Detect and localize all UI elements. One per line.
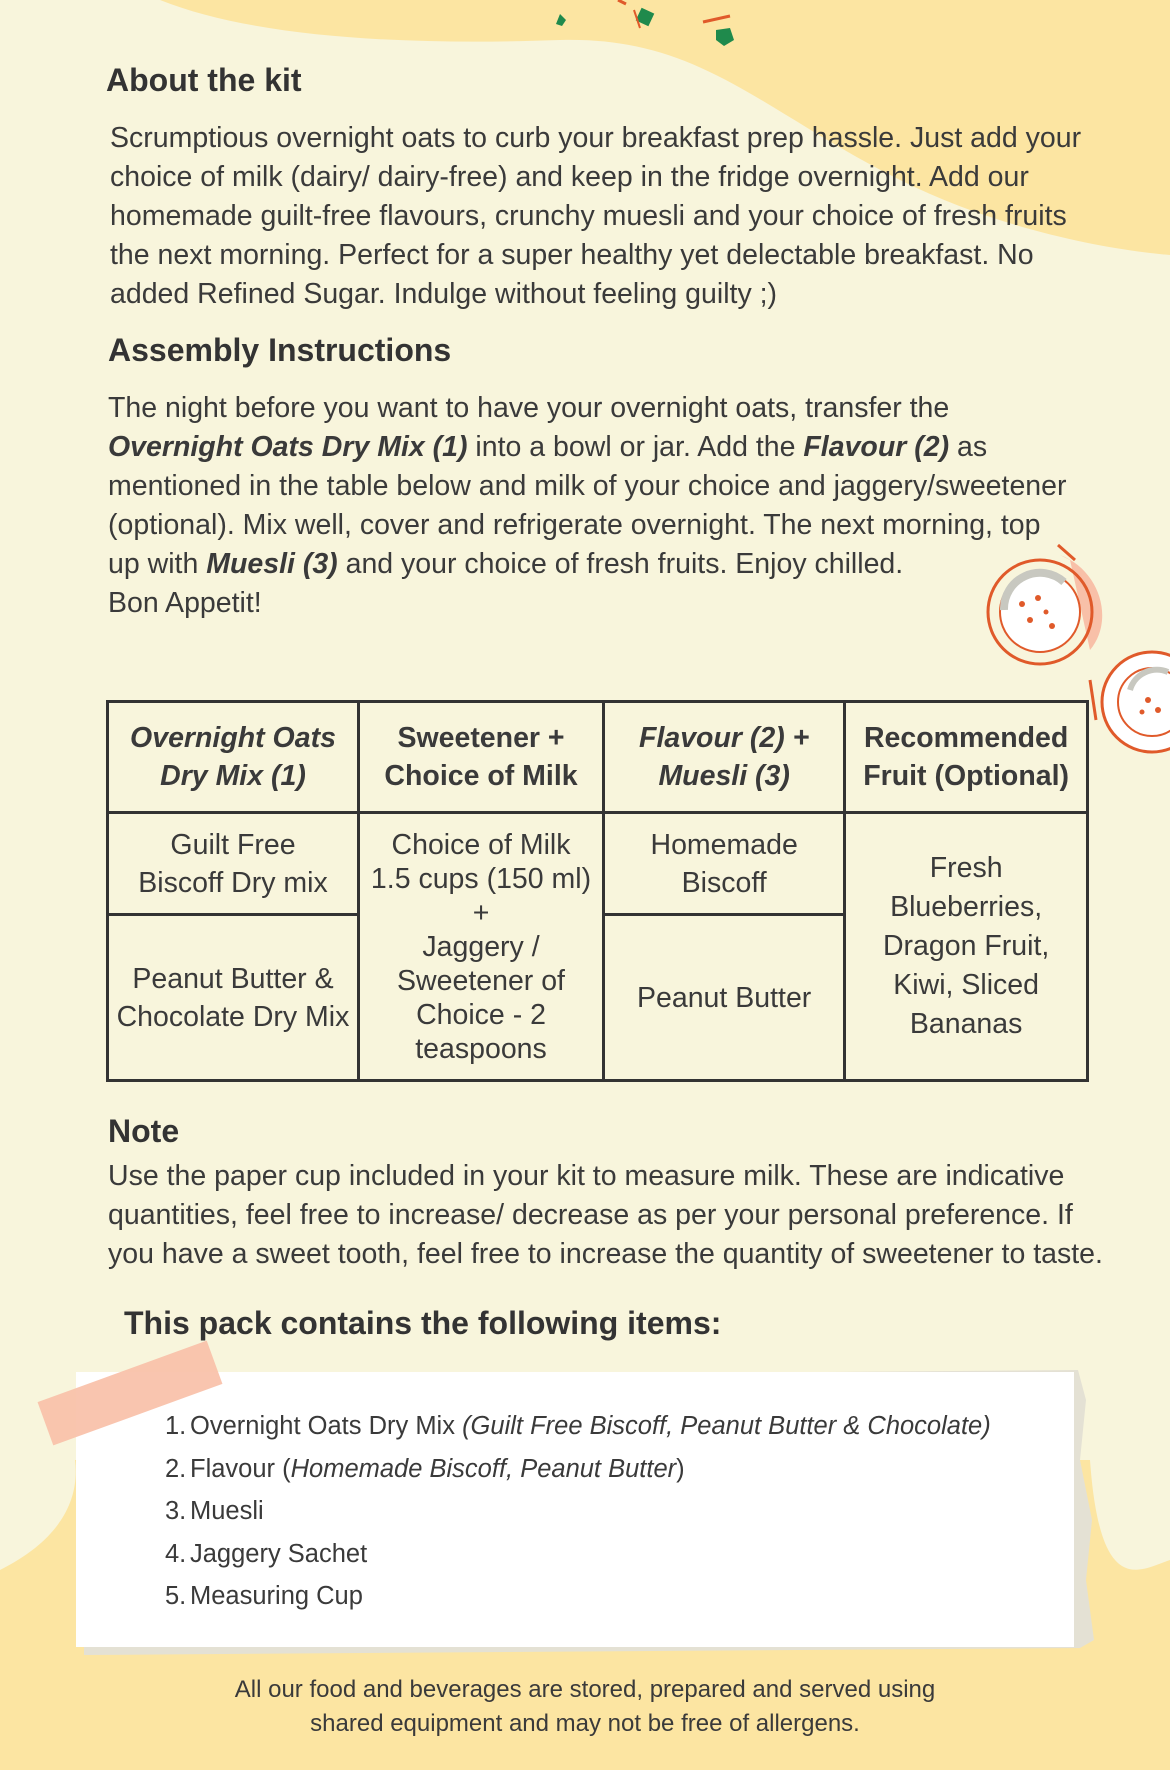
assembly-line: mentioned in the table below and milk of your choice and jaggery/sweetener [108,470,1067,502]
header-sweetener: Sweetener + Choice of Milk [358,702,603,813]
header-fruit: Recommended Fruit (Optional) [845,702,1088,813]
item-number: 3. [165,1497,187,1525]
item-text: ) [676,1454,685,1483]
muesli-ref: Muesli (3) [206,548,338,580]
allergen-notice [0,1673,1170,1741]
cell-milk-sweetener: Choice of Milk 1.5 cups (150 ml) + Jaggery / Sweetener of Choice - 2 teaspoons [358,813,603,1081]
cell-homemade-biscoff: Homemade Biscoff [604,813,845,915]
item-detail: Homemade Biscoff, Peanut Butter [290,1454,677,1483]
assembly-line: The night before you want to have your overnight oats, transfer the [108,392,950,424]
item-text: Flavour ( [190,1454,291,1483]
item-number: 1. [165,1412,187,1440]
item-text: Overnight Oats Dry Mix [190,1412,463,1440]
dry-mix-ref: Overnight Oats Dry Mix (1) [108,431,468,463]
flavour-ref: Flavour (2) [803,431,950,463]
item-text: Muesli [190,1497,264,1525]
list-item [165,1448,991,1491]
assembly-heading: Assembly Instructions [108,332,452,368]
header-dry-mix: Overnight Oats Dry Mix (1) [108,702,359,813]
list-item [165,1533,991,1576]
note-line: you have a sweet tooth, feel free to increase the quantity of sweetener to taste. [108,1238,1103,1270]
note-line: quantities, feel free to increase/ decrease as per your personal preference. If [108,1199,1073,1231]
cell-fruit: Fresh Blueberries, Dragon Fruit, Kiwi, Sliced Bananas [845,813,1088,1081]
item-number: 2. [165,1454,187,1483]
cell-biscoff-dry-mix: Guilt Free Biscoff Dry mix [108,813,359,915]
item-detail: (Guilt Free Biscoff, Peanut Butter & Chocolate) [462,1412,991,1440]
list-item [165,1405,991,1448]
assembly-text: up with [108,548,207,580]
note-line: Use the paper cup included in your kit to measure milk. These are indicative [108,1160,1065,1192]
about-heading: About the kit [106,62,302,98]
about-line: homemade guilt-free flavours, crunchy muesli and your choice of fresh fruits [110,200,1067,232]
assembly-text: and your choice of fresh fruits. Enjoy chilled. [337,548,904,580]
about-line: Scrumptious overnight oats to curb your breakfast prep hassle. Just add your [110,122,1082,154]
header-flavour: Flavour (2) + Muesli (3) [604,702,845,813]
cell-peanut-dry-mix: Peanut Butter & Chocolate Dry Mix [108,915,359,1081]
allergen-line: shared equipment and may not be free of allergens. [310,1710,860,1737]
item-number: 4. [165,1539,187,1568]
list-item [165,1575,991,1618]
note-heading: Note [108,1113,180,1149]
item-text: Jaggery Sachet [190,1539,368,1568]
about-line: the next morning. Perfect for a super healthy yet delectable breakfast. No [110,239,1034,271]
pack-heading: This pack contains the following items: [124,1305,722,1341]
about-line: choice of milk (dairy/ dairy-free) and keep in the fridge overnight. Add our [110,161,1029,193]
cell-peanut-butter: Peanut Butter [604,915,845,1081]
item-text: Measuring Cup [190,1582,363,1610]
list-item [165,1490,991,1533]
item-number: 5. [165,1582,187,1610]
about-line: added Refined Sugar. Indulge without feeling guilty ;) [110,278,778,310]
allergen-line: All our food and beverages are stored, prepared and served using [234,1676,936,1703]
assembly-line: (optional). Mix well, cover and refrigerate overnight. The next morning, top [108,509,1041,541]
assembly-text: as [949,431,988,463]
items-list [165,1405,991,1618]
assembly-line: Bon Appetit! [108,587,262,619]
assembly-text: into a bowl or jar. Add the [467,431,804,463]
